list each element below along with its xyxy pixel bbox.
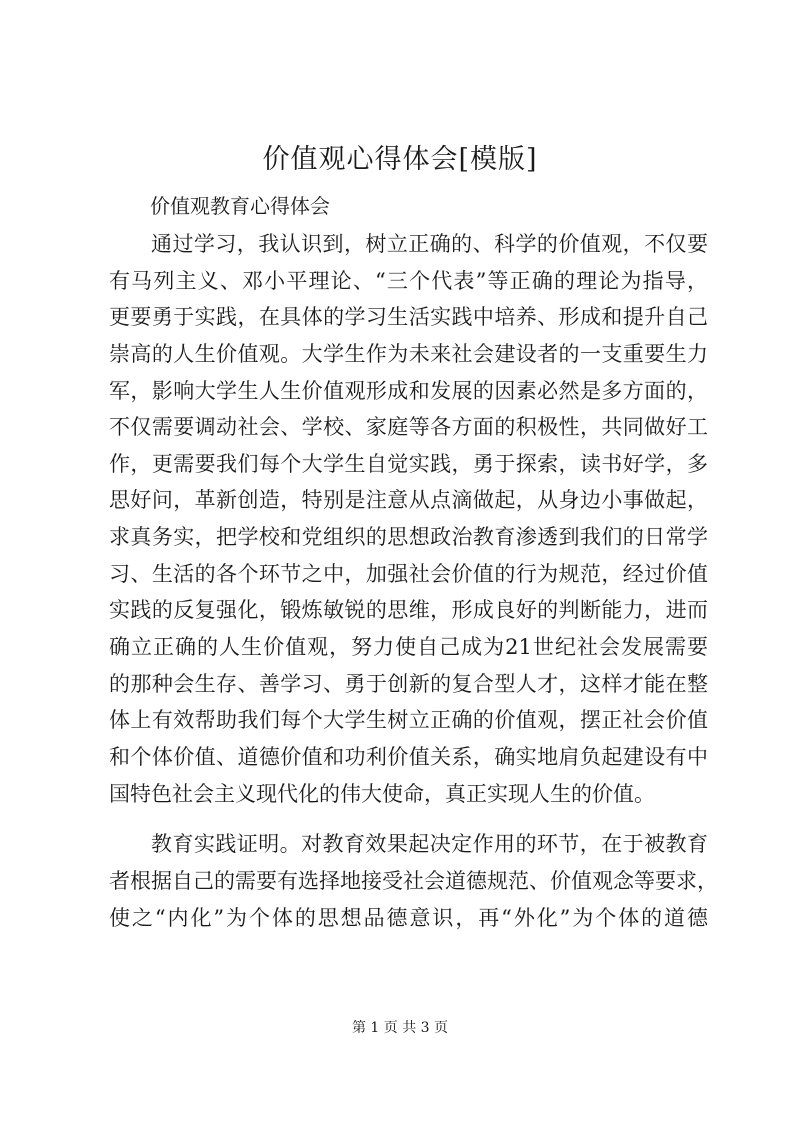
paragraph-line: 军，影响大学生人生价值观形成和发展的因素必然是多方面的， [109,378,708,403]
paragraph-line: 和个体价值、道德价值和功利价值关系，确实地肩负起建设有中 [109,744,708,769]
paragraph-line: 实践的反复强化，锻炼敏锐的思维，形成良好的判断能力，进而 [109,598,708,623]
paragraph-line: 使之“内化”为个体的思想品德意识，再“外化”为个体的道德 [109,905,708,930]
paragraph-line: 通过学习，我认识到，树立正确的、科学的价值观，不仅要 [151,232,708,256]
paragraph-line: 国特色社会主义现代化的伟大使命，真正实现人生的价值。 [109,781,655,806]
paragraph-line: 思好问，革新创造，特别是注意从点滴做起，从身边小事做起， [109,488,708,513]
paragraph-line: 求真务实，把学校和党组织的思想政治教育渗透到我们的日常学 [109,525,708,550]
paragraph-line: 者根据自己的需要有选择地接受社会道德规范、价值观念等要求， [109,868,718,893]
paragraph-line: 不仅需要调动社会、学校、家庭等各方面的积极性，共同做好工 [109,415,708,440]
document-subtitle: 价值观教育心得体会 [150,194,330,218]
paragraph-line: 作，更需要我们每个大学生自觉实践，勇于探索，读书好学，多 [109,451,708,476]
paragraph-line: 教育实践证明。对教育效果起决定作用的环节，在于被教育 [151,832,708,857]
paragraph-line: 习、生活的各个环节之中，加强社会价值的行为规范，经过价值 [109,561,708,586]
document-title: 价值观心得体会[模版] [262,144,538,175]
paragraph-line: 有马列主义、邓小平理论、“三个代表”等正确的理论为指导， [109,268,708,293]
paragraph-gap [109,812,709,826]
paragraph-line: 确立正确的人生价值观，努力使自己成为21世纪社会发展需要 [109,635,708,660]
paragraph-line: 的那种会生存、善学习、勇于创新的复合型人才，这样才能在整 [109,671,708,696]
paragraph-line: 崇高的人生价值观。大学生作为未来社会建设者的一支重要生力 [109,341,708,366]
paragraph-line: 更要勇于实践，在具体的学习生活实践中培养、形成和提升自己 [109,305,708,330]
document-body [109,226,718,936]
paragraph-line: 体上有效帮助我们每个大学生树立正确的价值观，摆正社会价值 [109,708,708,733]
page-number-footer: 第 1 页 共 3 页 [351,1020,449,1036]
